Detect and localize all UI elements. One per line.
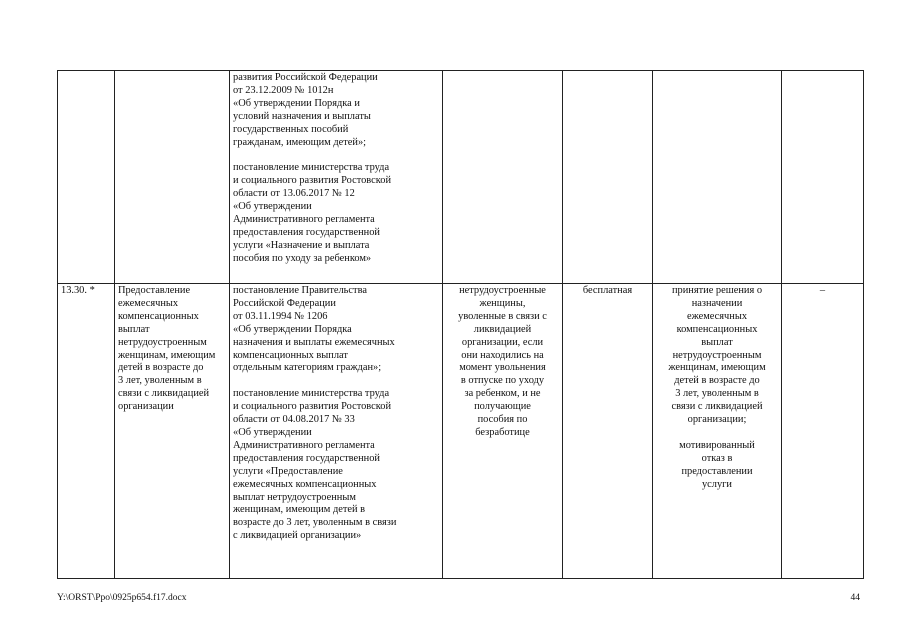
legal-basis-cell: развития Российской Федерации от 23.12.2009 № 1012н «Об утверждении Порядка и условий назначения и выплаты государственных пособий гражданам, имеющим детей»; постановление министерства труда и социального развития Ростовской области от 13.06.2017 № 12 «Об утверждении Административного регламента предоставления государственной услуги «Назначение и выплата пособия по уходу за ребенком»	[230, 71, 443, 284]
service-name-cell: Предоставление ежемесячных компенсационных выплат нетрудоустроенным женщинам, имеющим детей в возрасте до 3 лет, уволенным в связи с ликвидацией организации	[115, 284, 230, 579]
row-number-cell	[58, 71, 115, 284]
extra-cell	[782, 71, 864, 284]
footer-file-path: Y:\ORST\Ppo\0925p654.f17.docx	[57, 593, 187, 603]
table-row	[58, 71, 864, 284]
recipients-cell	[443, 71, 563, 284]
row-number-cell: 13.30. *	[58, 284, 115, 579]
payment-cell	[563, 71, 653, 284]
legal-basis-cell: постановление Правительства Российской Федерации от 03.11.1994 № 1206 «Об утверждении Порядка назначения и выплаты ежемесячных компенсационных выплат отдельным категориям граждан»; постановление министерства труда и социального развития Ростовской области от 04.08.2017 № 33 «Об утверждении Административного регламента предоставления государственной услуги «Предоставление ежемесячных компенсационных выплат нетрудоустроенным женщинам, имеющим детей в возрасте до 3 лет, уволенным в связи с ликвидацией организации»	[230, 284, 443, 579]
recipients-cell: нетрудоустроенные женщины, уволенные в связи с ликвидацией организации, если они находились на момент увольнения в отпуске по уходу за ребенком, и не получающие пособия по безработице	[443, 284, 563, 579]
result-cell	[653, 71, 782, 284]
payment-cell: бесплатная	[563, 284, 653, 579]
service-name-cell	[115, 71, 230, 284]
result-cell: принятие решения о назначении ежемесячных компенсационных выплат нетрудоустроенным женщинам, имеющим детей в возрасте до 3 лет, уволенным в связи с ликвидацией организации; мотивированный отказ в предоставлении услуги	[653, 284, 782, 579]
services-table	[57, 70, 864, 579]
table-row	[58, 284, 864, 579]
footer-page-number: 44	[850, 593, 860, 603]
extra-cell: –	[782, 284, 864, 579]
